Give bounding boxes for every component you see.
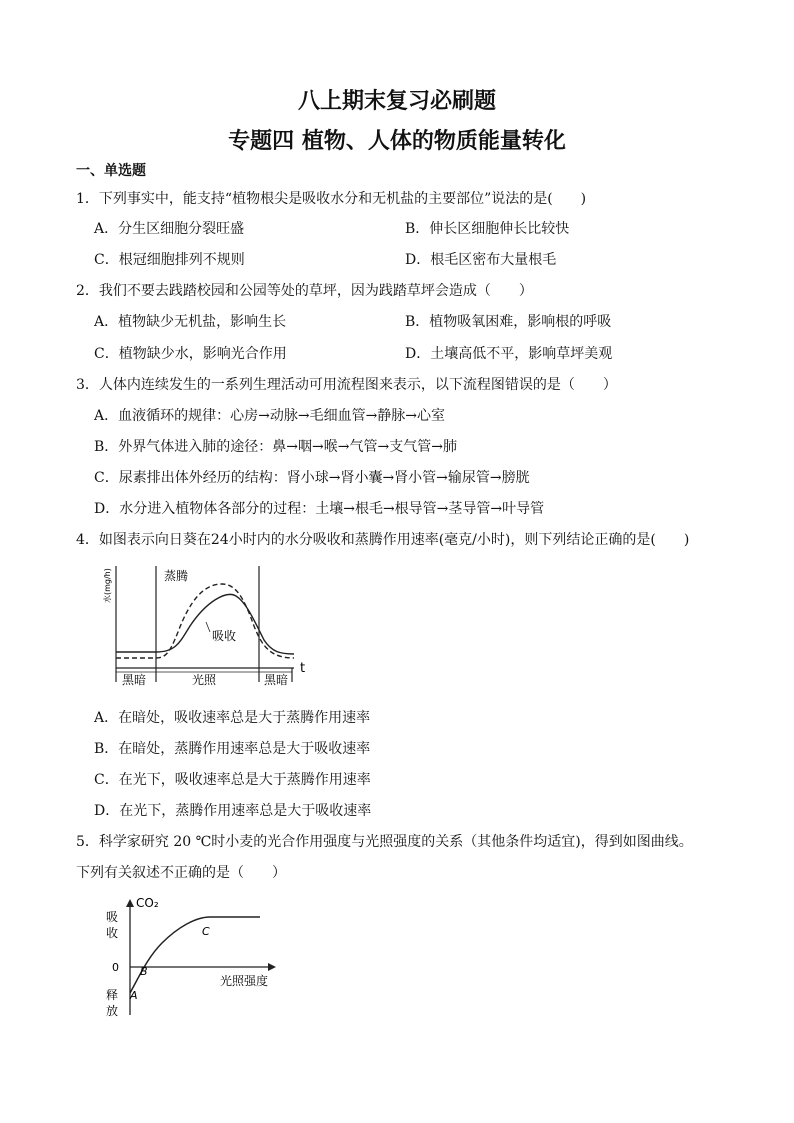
figure2-y-release-2: 放 — [106, 1004, 119, 1018]
figure2-y-absorb-1: 吸 — [106, 910, 119, 924]
figure1-y-label: 水(mg/h) — [103, 568, 112, 603]
question-1-option-c: C．根冠细胞排列不规则 — [94, 252, 245, 268]
question-4-option-b: B．在暗处，蒸腾作用速率总是大于吸收速率 — [94, 741, 371, 757]
point-b-label: B — [140, 965, 148, 978]
question-3-option-d: D．水分进入植物体各部分的过程：土壤→根毛→根导管→茎导管→叶导管 — [94, 501, 545, 517]
region-dark-1: 黑暗 — [122, 673, 147, 687]
question-3-option-a: A．血液循环的规律：心房→动脉→毛细血管→静脉→心室 — [94, 408, 446, 424]
figure1-x-label: t — [300, 661, 306, 676]
question-4-option-c: C．在光下，吸收速率总是大于蒸腾作用速率 — [94, 772, 371, 788]
question-2-option-a: A．植物缺少无机盐，影响生长 — [94, 314, 287, 330]
transpiration-curve — [116, 584, 294, 658]
question-2-option-d: D．土壤高低不平，影响草坪美观 — [405, 346, 613, 362]
figure2-y-release-1: 释 — [106, 988, 119, 1002]
question-2-stem: 2．我们不要去践踏校园和公园等处的草坪，因为践踏草坪会造成（ ） — [76, 283, 533, 299]
figure2-y-top-label: CO₂ — [136, 896, 159, 910]
figure2-y-absorb-2: 收 — [106, 926, 119, 940]
question-5-stem-line2: 下列有关叙述不正确的是（ ） — [76, 865, 286, 881]
question-4-option-d: D．在光下，蒸腾作用速率总是大于吸收速率 — [94, 803, 372, 819]
absorption-curve — [116, 594, 294, 654]
question-5-stem-line1: 5．科学家研究 20 ℃时小麦的光合作用强度与光照强度的关系（其他条件均适宜)，得到如图曲线。 — [76, 834, 693, 850]
absorption-label: 吸收 — [212, 629, 237, 643]
question-1-option-d: D．根毛区密布大量根毛 — [405, 252, 557, 268]
question-2-option-c: C．植物缺少水，影响光合作用 — [94, 346, 287, 362]
photosynthesis-light-figure — [100, 895, 290, 1025]
point-a-label: A — [130, 989, 138, 1002]
question-3-stem: 3．人体内连续发生的一系列生理活动可用流程图来表示，以下流程图错误的是（ ） — [76, 377, 617, 393]
question-2-option-b: B．植物吸氧困难，影响根的呼吸 — [405, 314, 612, 330]
water-absorption-transpiration-figure — [94, 560, 314, 690]
question-3-option-c: C．尿素排出体外经历的结构：肾小球→肾小囊→肾小管→输尿管→膀胱 — [94, 470, 530, 486]
question-3-option-b: B．外界气体进入肺的途径：鼻→咽→喉→气管→支气管→肺 — [94, 439, 457, 455]
page-subtitle: 专题四 植物、人体的物质能量转化 — [228, 129, 566, 154]
figure2-origin: 0 — [112, 961, 119, 974]
page-title: 八上期末复习必刷题 — [297, 89, 496, 114]
question-4-option-a: A．在暗处，吸收速率总是大于蒸腾作用速率 — [94, 710, 371, 726]
question-4-stem: 4．如图表示向日葵在24小时内的水分吸收和蒸腾作用速率(毫克/小时)，则下列结论正确的是( ) — [76, 532, 690, 548]
transpiration-label: 蒸腾 — [164, 569, 189, 583]
section-heading: 一、单选题 — [76, 163, 146, 179]
figure2-x-label: 光照强度 — [220, 974, 269, 988]
point-c-label: C — [202, 925, 210, 938]
question-1-option-a: A．分生区细胞分裂旺盛 — [94, 221, 245, 237]
region-dark-2: 黑暗 — [264, 673, 289, 687]
question-1-stem: 1．下列事实中，能支持“植物根尖是吸收水分和无机盐的主要部位”说法的是( ) — [76, 191, 587, 207]
question-1-option-b: B．伸长区细胞伸长比较快 — [405, 221, 570, 237]
region-light: 光照 — [192, 673, 217, 687]
